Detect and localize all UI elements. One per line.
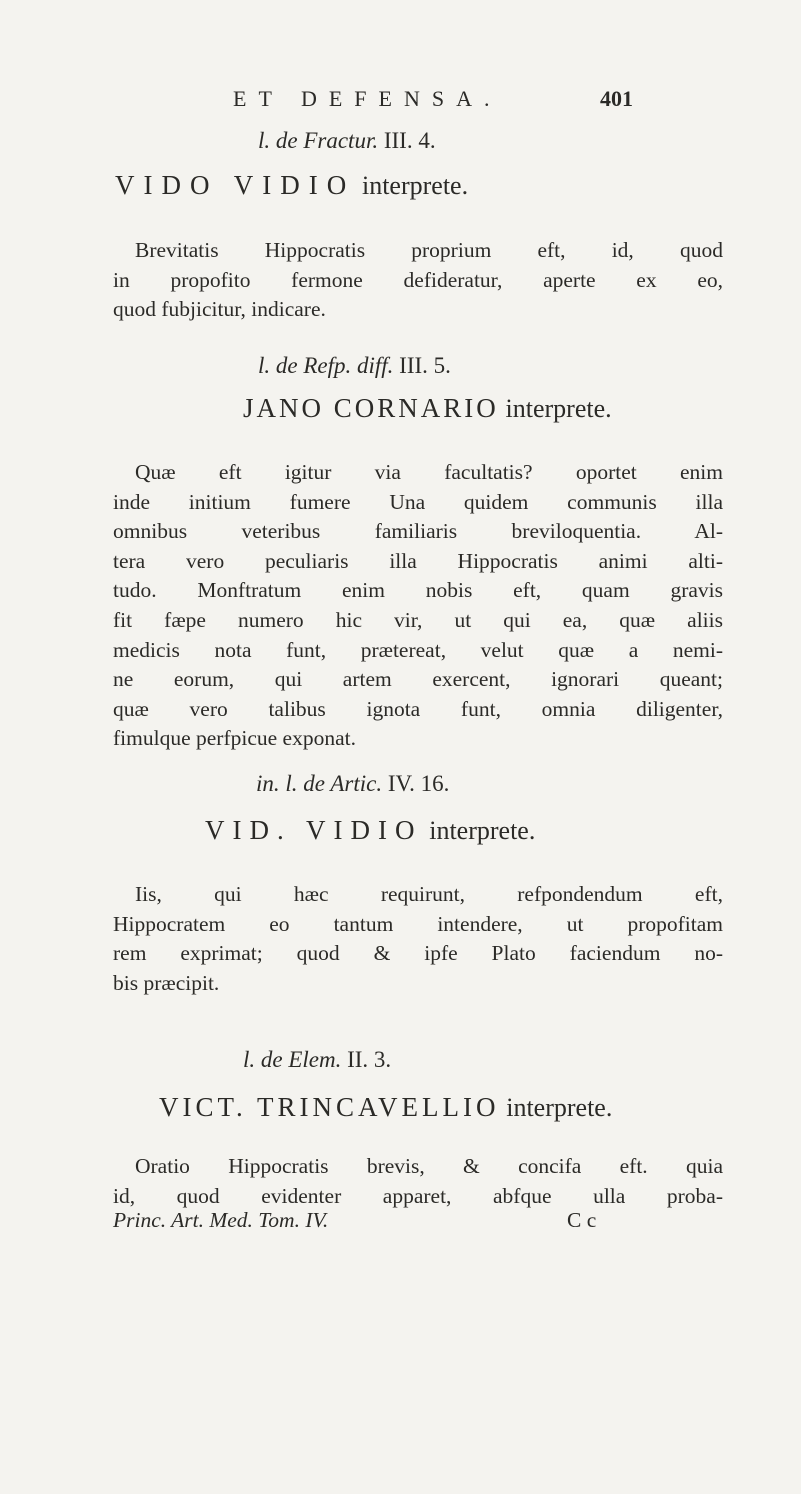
reference-locus: III. 5. [399,353,451,378]
interpreter-word: interprete. [505,394,612,423]
interpreter-heading [115,170,468,201]
text-line: in propofito fermone defideratur, aperte ex eo, [113,267,723,292]
signature-mark: C c [567,1208,597,1232]
interpreter-name: JANO CORNARIO [243,393,499,423]
reference-work: de Elem. [260,1047,342,1072]
interpreter-heading [243,393,612,424]
interpreter-name: VIDO VIDIO [115,170,356,200]
page-number: 401 [600,86,633,111]
interpreter-heading [205,815,535,846]
text-line: id, quod evidenter apparet, abfque ulla proba- [113,1183,723,1208]
text-line: quod fubjicitur, indicare. [113,297,326,322]
text-line: Hippocratem eo tantum intendere, ut propofitam [113,911,723,936]
section-reference [258,128,436,154]
interpreter-name: VICT. TRINCAVELLIO [159,1092,500,1122]
text-line: Quæ eft igitur via facultatis? oportet enim [135,460,723,484]
reference-work: de Refp. diff. [275,353,394,378]
interpreter-name: VID. VIDIO [205,815,423,845]
text-line: inde initium fumere Una quidem communis illa [113,489,723,514]
interpreter-word: interprete. [361,171,469,200]
text-line: quæ vero talibus ignota funt, omnia diligenter, [113,696,723,721]
reference-prefix: l. [258,128,271,153]
text-line: rem exprimat; quod & ipfe Plato faciendum no- [113,941,723,966]
section-paragraph [113,236,723,325]
reference-prefix: in. l. [256,771,298,796]
reference-locus: IV. 16. [387,771,450,796]
text-line: tudo. Monftratum enim nobis eft, quam gravis [113,578,723,603]
section-reference [243,1047,391,1073]
interpreter-word: interprete. [506,1093,613,1122]
reference-prefix: l. [243,1047,256,1072]
running-title: ET DEFENSA. [233,86,502,111]
section-reference [258,353,451,379]
text-line: fimulque perfpicue exponat. [113,726,356,751]
text-line: Oratio Hippocratis brevis, & concifa eft. quia [135,1154,723,1178]
interpreter-word: interprete. [429,816,536,845]
text-line: medicis nota funt, prætereat, velut quæ a nemi- [113,637,723,662]
section-reference [256,771,449,797]
footer-line [113,1208,723,1233]
footer-text: Princ. Art. Med. Tom. IV. [113,1208,329,1232]
reference-work: de Fractur. [275,128,379,153]
text-line: bis præcipit. [113,970,220,995]
section-paragraph [113,458,723,754]
text-line: ne eorum, qui artem exercent, ignorari queant; [113,667,723,692]
reference-work: de Artic. [303,771,383,796]
reference-locus: III. 4. [383,128,436,153]
text-line: Iis, qui hæc requirunt, refpondendum eft, [135,882,723,906]
section-paragraph [113,880,723,998]
interpreter-heading [159,1092,612,1123]
text-line: tera vero peculiaris illa Hippocratis animi alti- [113,548,723,573]
reference-locus: II. 3. [347,1047,392,1072]
text-line: Brevitatis Hippocratis proprium eft, id, quod [135,238,723,262]
reference-prefix: l. [258,353,271,378]
text-line: fit fæpe numero hic vir, ut qui ea, quæ aliis [113,607,723,632]
section-paragraph [113,1152,723,1211]
text-line: omnibus veteribus familiaris breviloquentia. Al- [113,519,723,544]
